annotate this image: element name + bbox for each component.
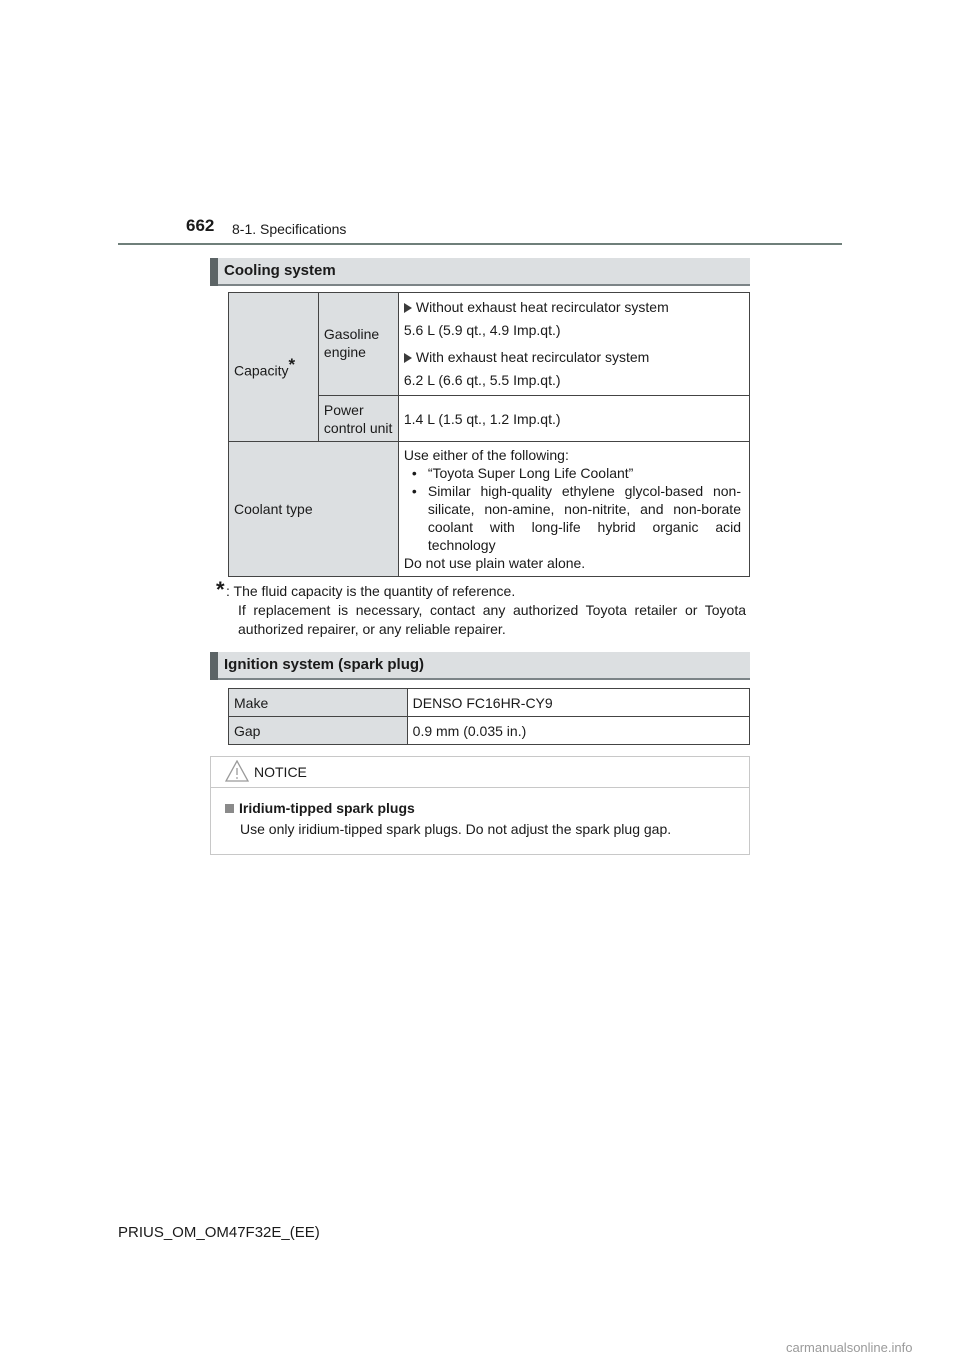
warning-triangle-icon <box>225 760 249 782</box>
make-value-cell <box>407 689 749 717</box>
make-label-cell <box>229 689 408 717</box>
coolant-options-list <box>404 464 741 554</box>
pcu-cell <box>318 396 398 442</box>
footnote-line-1: : The fluid capacity is the quantity of reference. <box>226 583 516 599</box>
gap-label-cell <box>229 717 408 745</box>
notice-item-body: Use only iridium-tipped spark plugs. Do not adjust the spark plug gap. <box>240 821 672 837</box>
header-rule <box>118 243 842 245</box>
gasoline-engine-label: Gasoline engine <box>323 326 380 360</box>
cooling-spec-table <box>228 292 750 577</box>
page-number: 662 <box>186 216 215 235</box>
coolant-option-text: Similar high-quality ethylene glycol-based non-silicate, non-amine, non-nitrite, and non-borate coolant with long-life hybrid organic acid technology <box>427 483 741 553</box>
with-recirculator-label: With exhaust heat recirculator system <box>415 349 650 365</box>
gasoline-capacity-cell <box>398 293 749 396</box>
gap-label: Gap <box>234 722 261 739</box>
bullet-dot-icon: • <box>411 483 417 499</box>
ignition-heading-label: Ignition system (spark plug) <box>224 656 425 673</box>
section-title: 8-1. Specifications <box>232 221 347 237</box>
make-label: Make <box>234 694 269 711</box>
heading-accent <box>210 652 218 680</box>
document-code: PRIUS_OM_OM47F32E_(EE) <box>118 1224 320 1241</box>
list-item <box>412 482 741 554</box>
coolant-outro: Do not use plain water alone. <box>403 555 586 571</box>
watermark: carmanualsonline.info <box>786 1340 913 1355</box>
notice-item-title-text: Iridium-tipped spark plugs <box>239 800 415 816</box>
with-recirculator-value: 6.2 L (6.6 qt., 5.5 Imp.qt.) <box>403 372 561 388</box>
ignition-spec-table <box>228 688 750 745</box>
pcu-value: 1.4 L (1.5 qt., 1.2 Imp.qt.) <box>403 410 561 427</box>
notice-header <box>211 757 749 788</box>
heading-accent <box>210 258 218 286</box>
notice-label: NOTICE <box>254 764 307 780</box>
coolant-option-text: “Toyota Super Long Life Coolant” <box>427 465 634 481</box>
gasoline-engine-cell <box>318 293 398 396</box>
pcu-value-cell <box>398 396 749 442</box>
without-recirculator-value: 5.6 L (5.9 qt., 4.9 Imp.qt.) <box>403 322 561 338</box>
cooling-section-heading <box>210 258 750 286</box>
with-recirculator-row <box>404 348 744 366</box>
coolant-type-cell <box>229 442 399 577</box>
capacity-footnote <box>216 577 746 639</box>
coolant-type-label: Coolant type <box>234 501 313 517</box>
without-recirculator-row <box>404 298 744 316</box>
pcu-label: Power control unit <box>323 401 393 436</box>
gap-value-cell <box>407 717 749 745</box>
triangle-bullet-icon <box>404 353 412 363</box>
without-recirculator-label: Without exhaust heat recirculator system <box>415 299 669 315</box>
capacity-asterisk: * <box>288 355 296 375</box>
cooling-heading-label: Cooling system <box>224 262 336 279</box>
notice-item-title <box>225 800 415 816</box>
square-bullet-icon <box>225 804 234 813</box>
coolant-intro: Use either of the following: <box>403 447 569 463</box>
capacity-cell <box>229 293 319 442</box>
table-row <box>229 442 750 577</box>
triangle-bullet-icon <box>404 303 412 313</box>
bullet-dot-icon: • <box>411 465 417 481</box>
notice-box <box>210 756 750 855</box>
table-row <box>229 293 750 396</box>
make-value: DENSO FC16HR-CY9 <box>412 694 553 711</box>
table-row <box>229 689 750 717</box>
gap-value: 0.9 mm (0.035 in.) <box>412 722 527 739</box>
ignition-section-heading <box>210 652 750 680</box>
list-item <box>412 464 741 482</box>
footnote-asterisk: * <box>216 577 225 602</box>
capacity-label: Capacity <box>234 362 289 379</box>
footnote-line-2: If replacement is necessary, contact any authorized Toyota retailer or Toyota authorized repairer, or any reliable repairer. <box>238 602 746 637</box>
coolant-type-value-cell <box>398 442 749 577</box>
table-row <box>229 717 750 745</box>
